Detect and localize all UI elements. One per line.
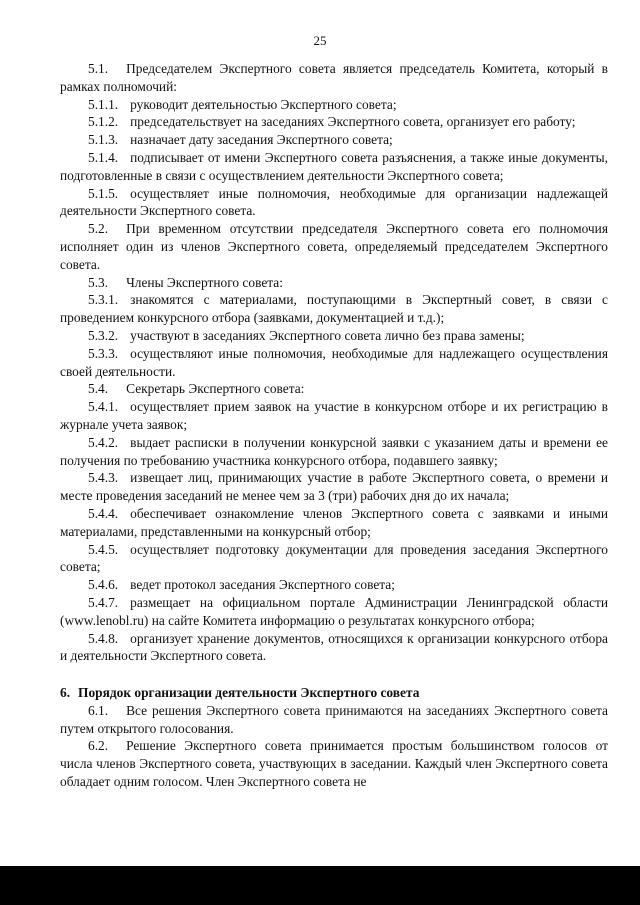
paragraph-5-1 — [60, 60, 608, 96]
paragraph-text: размещает на официальном портале Администрации Ленинградской области (www.lenobl.ru) на сайте Комитета информацию о результатах конкурсного отбора; — [60, 594, 608, 628]
paragraph-number: 5.4.3. — [88, 470, 119, 486]
paragraph-number: 5.1.5. — [88, 185, 119, 201]
section-6 — [60, 702, 608, 791]
section-5 — [60, 60, 608, 665]
paragraph-text: Члены Экспертного совета: — [126, 274, 283, 290]
paragraph-number: 5.3.2. — [88, 327, 119, 343]
section-heading-title: Порядок организации деятельности Экспертного совета — [78, 685, 420, 701]
paragraph-text: участвуют в заседаниях Экспертного совета лично без права замены; — [130, 327, 525, 343]
paragraph-5-4-3 — [60, 469, 608, 505]
paragraph-text: извещает лиц, принимающих участие в работе Экспертного совета, о времени и месте проведения заседаний не менее чем за 3 (три) рабочих дня до их начала; — [60, 470, 608, 504]
paragraph-5-1-2 — [60, 113, 608, 131]
paragraph-6-1 — [60, 702, 608, 738]
document-body — [60, 60, 608, 791]
paragraph-text: организует хранение документов, относящихся к организации конкурсного отбора и деятельности Экспертного совета. — [60, 630, 608, 664]
paragraph-number: 5.3.3. — [88, 345, 119, 361]
paragraph-5-4-5 — [60, 541, 608, 577]
paragraph-text: Все решения Экспертного совета принимаются на заседаниях Экспертного совета путем открытого голосования. — [60, 702, 608, 736]
paragraph-number: 5.3.1. — [88, 292, 119, 308]
paragraph-number: 5.4.7. — [88, 594, 119, 610]
paragraph-number: 5.1. — [88, 61, 109, 76]
paragraph-number: 5.3. — [88, 274, 109, 290]
paragraph-text: осуществляет подготовку документации для проведения заседания Экспертного совета; — [60, 541, 608, 575]
paragraph-text: ведет протокол заседания Экспертного совета; — [130, 577, 395, 593]
paragraph-5-1-3 — [60, 131, 608, 149]
paragraph-text: осуществляет прием заявок на участие в конкурсном отборе и их регистрацию в журнале учета заявок; — [60, 399, 608, 432]
paragraph-number: 5.4.1. — [88, 399, 119, 415]
paragraph-text: обеспечивает ознакомление членов Экспертного совета с заявками и иными материалами, представленными на конкурсный отбор; — [60, 505, 608, 539]
paragraph-5-4-1 — [60, 398, 608, 434]
paragraph-number: 5.4. — [88, 381, 109, 397]
paragraph-5-4-2 — [60, 434, 608, 470]
paragraph-5-3-3 — [60, 345, 608, 381]
paragraph-text: назначает дату заседания Экспертного совета; — [130, 132, 393, 148]
paragraph-text: осуществляет иные полномочия, необходимые для организации надлежащей деятельности Экспертного совета. — [60, 185, 608, 219]
paragraph-number: 5.4.4. — [88, 505, 119, 521]
paragraph-5-3-1 — [60, 291, 608, 327]
paragraph-text: подписывает от имени Экспертного совета разъяснения, а также иные документы, подготовленные в связи с осуществлением деятельности Экспертного совета; — [60, 149, 608, 183]
paragraph-5-1-5 — [60, 185, 608, 221]
paragraph-text: осуществляют иные полномочия, необходимые для надлежащего осуществления своей деятельности. — [60, 345, 608, 379]
paragraph-text: Решение Экспертного совета принимается простым большинством голосов от числа членов Экспертного совета, участвующих в заседании. Каждый член Экспертного совета обладает одним голосом. Член Экспертного совета не — [60, 738, 608, 790]
paragraph-text: знакомятся с материалами, поступающими в Экспертный совет, в связи с проведением конкурсного отбора (заявками, документацией и т.д.); — [60, 292, 608, 326]
paragraph-number: 5.1.3. — [88, 132, 119, 148]
paragraph-text: При временном отсутствии председателя Экспертного совета его полномочия исполняет один из членов Экспертного совета, определяемый председателем Экспертного совета. — [60, 221, 608, 272]
section-heading-number: 6. — [60, 685, 71, 701]
paragraph-text: руководит деятельностью Экспертного совета; — [130, 96, 397, 112]
paragraph-5-3 — [60, 274, 608, 292]
paragraph-number: 5.4.5. — [88, 541, 119, 557]
page-number: 25 — [313, 33, 327, 48]
paragraph-5-4-6 — [60, 576, 608, 594]
paragraph-5-1-4 — [60, 149, 608, 185]
paragraph-5-4 — [60, 380, 608, 398]
paragraph-5-3-2 — [60, 327, 608, 345]
paragraph-number: 5.4.8. — [88, 630, 119, 646]
paragraph-6-2 — [60, 737, 608, 790]
paragraph-number: 6.1. — [88, 702, 109, 718]
paragraph-text: Секретарь Экспертного совета: — [126, 381, 305, 397]
paragraph-5-4-7 — [60, 594, 608, 630]
paragraph-5-4-4 — [60, 505, 608, 541]
paragraph-number: 5.1.2. — [88, 114, 119, 130]
paragraph-5-1-1 — [60, 96, 608, 114]
paragraph-number: 5.1.1. — [88, 96, 119, 112]
scan-bottom-border — [0, 866, 640, 905]
paragraph-number: 5.1.4. — [88, 149, 119, 165]
paragraph-5-2 — [60, 220, 608, 273]
paragraph-number: 6.2. — [88, 738, 109, 754]
paragraph-text: председательствует на заседаниях Экспертного совета, организует его работу; — [130, 114, 576, 130]
paragraph-text: выдает расписки в получении конкурсной заявки с указанием даты и времени ее получения по требованию участника конкурсного отбора, подавшего заявку; — [60, 434, 608, 468]
paragraph-number: 5.4.2. — [88, 434, 119, 450]
section-heading — [60, 684, 608, 702]
paragraph-5-4-8 — [60, 630, 608, 666]
paragraph-text: Председателем Экспертного совета является председатель Комитета, который в рамках полномочий: — [60, 61, 608, 94]
paragraph-number: 5.4.6. — [88, 577, 119, 593]
paragraph-number: 5.2. — [88, 221, 109, 237]
